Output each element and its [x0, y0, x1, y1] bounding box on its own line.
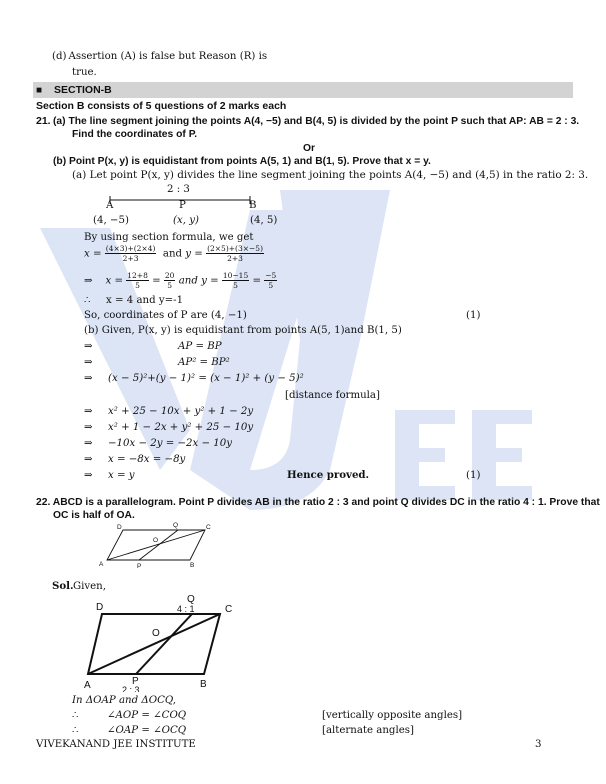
row1-reason: [vertically opposite angles]: [322, 710, 463, 721]
diagram-label-b: B: [249, 200, 257, 211]
diagram-coord-b: (4, 5): [250, 215, 278, 226]
small-fig-o: O: [153, 537, 159, 544]
diagram-coord-a: (4, −5): [93, 215, 129, 226]
step-7: x = −8x = −8y: [108, 454, 186, 465]
step-3: (x − 5)²+(y − 1)² = (x − 1)² + (y − 5)²: [108, 373, 304, 384]
option-d-line2: true.: [72, 67, 97, 78]
q21-number: 21.: [36, 115, 51, 127]
in-triangles-line: In ΔOAP and ΔOCQ,: [72, 695, 176, 706]
large-fig-b: B: [200, 679, 207, 690]
footer-institute: VIVEKANAND JEE INSTITUTE: [36, 739, 196, 750]
q21-b-line: (b) Point P(x, y) is equidistant from points A(5, 1) and B(1, 5). Prove that x = y.: [53, 156, 431, 167]
small-fig-b: B: [190, 562, 195, 569]
arrow-5: ⇒: [84, 422, 93, 433]
diagram-label-a: A: [106, 200, 114, 211]
q21-a-line2: Find the coordinates of P.: [72, 129, 198, 140]
arrow-8: ⇒: [84, 470, 93, 481]
arrow-4: ⇒: [84, 406, 93, 417]
section-intro: Section B consists of 5 questions of 2 marks each: [36, 100, 287, 112]
arrow-3: ⇒: [84, 373, 93, 384]
q21-a-line1: (a) The line segment joining the points A(4, −5) and B(4, 5) is divided by the point P such that AP: AB = 2 : 3.: [53, 116, 580, 127]
section-header-bar: [33, 82, 573, 98]
option-d-line1: (d) Assertion (A) is false but Reason (R) is: [52, 51, 268, 62]
small-fig-q: Q: [173, 522, 179, 529]
mark-2: (1): [466, 470, 481, 481]
result-line: x = 4 and y=-1: [106, 295, 184, 306]
row2-reason: [alternate angles]: [322, 725, 414, 736]
sol-label: Sol.: [52, 580, 74, 592]
large-fig-d: D: [96, 602, 104, 613]
diagram-label-p: P: [179, 200, 186, 211]
coords-line: So, coordinates of P are (4, −1): [84, 310, 247, 321]
sol-a-intro: (a) Let point P(x, y) divides the line segment joining the points A(4, −5) and (4,5) in the ratio 2: 3.: [72, 169, 589, 181]
section-formula-line: By using section formula, we get: [84, 232, 254, 243]
large-fig-o: O: [152, 628, 160, 639]
arrow-2: ⇒: [84, 357, 93, 368]
footer-page-number: 3: [535, 739, 542, 750]
large-fig-bottom-ratio: 2 : 3: [122, 685, 140, 692]
arrow-1: ⇒: [84, 341, 93, 352]
arrow-6: ⇒: [84, 438, 93, 449]
q21-or: Or: [303, 143, 316, 154]
large-fig-q: Q: [187, 594, 195, 605]
step-1: AP = BP: [178, 341, 222, 352]
section-bullet: ■: [36, 85, 43, 96]
large-fig-a: A: [84, 680, 91, 691]
row2-symbol: ∴: [72, 725, 79, 736]
given-label: Given,: [73, 581, 106, 592]
simplified-equation: ⇒ x = $\frac{12+8}{5}$ = $\frac{20}{5}$ and y = $\frac{10-15}{5}$ = $\frac{-5}{5}$: [84, 271, 277, 290]
therefore-symbol: ∴: [84, 295, 91, 306]
distance-formula-note: [distance formula]: [285, 390, 380, 401]
step-8: x = y: [108, 470, 135, 481]
mark-1: (1): [466, 310, 481, 321]
small-fig-d: D: [117, 524, 122, 531]
q22-line2: OC is half of OA.: [53, 510, 135, 521]
section-header: SECTION-B: [54, 84, 112, 96]
row1-expr: ∠AOP = ∠COQ: [107, 710, 187, 721]
small-parallelogram-figure: [95, 522, 215, 574]
small-fig-p: P: [137, 563, 142, 570]
arrow-7: ⇒: [84, 454, 93, 465]
diagram-coord-p: (x, y): [173, 215, 199, 226]
b-given-line: (b) Given, P(x, y) is equidistant from points A(5, 1)and B(1, 5): [84, 325, 402, 336]
large-fig-c: C: [225, 604, 233, 615]
q22-line1: 22. ABCD is a parallelogram. Point P divides AB in the ratio 2 : 3 and point Q divides DC in the ratio 4 : 1. Prove that: [36, 497, 600, 508]
large-parallelogram-figure: [80, 592, 240, 692]
hence-proved: Hence proved.: [287, 469, 370, 481]
small-fig-a: A: [99, 561, 104, 568]
y-fraction: $\frac{(2\times 5)+(3\times-5)}{2+3}$: [207, 244, 264, 263]
x-fraction: $\frac{(4\times 3)+(2\times 4)}{2+3}$: [105, 244, 156, 263]
diagram-ratio: 2 : 3: [167, 184, 190, 195]
large-fig-top-ratio: 4 : 1: [177, 604, 195, 614]
row1-symbol: ∴: [72, 710, 79, 721]
small-fig-c: C: [206, 524, 211, 531]
row2-expr: ∠OAP = ∠OCQ: [107, 725, 187, 736]
step-6: −10x − 2y = −2x − 10y: [108, 438, 233, 449]
step-2: AP² = BP²: [178, 357, 230, 368]
section-formula-equation: x = $\frac{(4\times 3)+(2\times 4)}{2+3}$ and y = $\frac{(2\times 5)+(3\times-5)}{2+3}$: [84, 244, 264, 263]
step-5: x² + 1 − 2x + y² + 25 − 10y: [108, 422, 254, 433]
large-fig-p: P: [132, 676, 139, 687]
step-4: x² + 25 − 10x + y² + 1 − 2y: [108, 406, 254, 417]
